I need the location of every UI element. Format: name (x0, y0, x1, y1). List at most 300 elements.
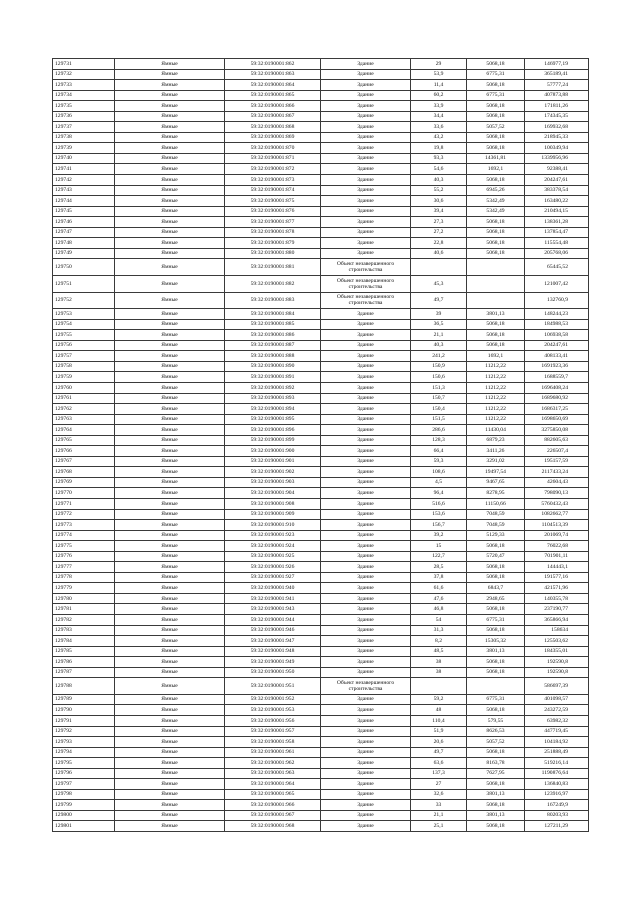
table-row (53, 467, 589, 478)
object-type-cell: Здание (321, 646, 411, 657)
row-number-cell: 129738 (53, 132, 115, 143)
value-cell: 201069,74 (525, 530, 589, 541)
area-cell: 150,9 (411, 361, 467, 372)
value-cell: 204247,61 (525, 175, 589, 186)
area-cell: 33 (411, 800, 467, 811)
cadastral-number-cell: 59:32:0190001:902 (225, 467, 321, 478)
value-cell: 127211,29 (525, 821, 589, 832)
table-row (53, 393, 589, 404)
row-number-cell: 129743 (53, 185, 115, 196)
value-cell: 115554,48 (525, 238, 589, 249)
area-cell: 20,6 (411, 737, 467, 748)
property-table (52, 58, 589, 832)
object-type-cell: Здание (321, 779, 411, 790)
locality-cell: Ямные (115, 175, 225, 186)
rate-cell: 11212,22 (467, 361, 525, 372)
locality-cell: Ямные (115, 716, 225, 727)
cadastral-number-cell: 59:32:0190001:869 (225, 132, 321, 143)
row-number-cell: 129790 (53, 705, 115, 716)
rate-cell: 8626,53 (467, 726, 525, 737)
table-row (53, 122, 589, 133)
table-row (53, 789, 589, 800)
locality-cell: Ямные (115, 259, 225, 276)
rate-cell: 1692,1 (467, 351, 525, 362)
area-cell: 15 (411, 541, 467, 552)
row-number-cell: 129800 (53, 810, 115, 821)
table-row (53, 132, 589, 143)
object-type-cell: Здание (321, 132, 411, 143)
area-cell: 25,1 (411, 821, 467, 832)
cadastral-number-cell: 59:32:0190001:901 (225, 456, 321, 467)
row-number-cell: 129769 (53, 477, 115, 488)
table-row (53, 435, 589, 446)
table-row (53, 488, 589, 499)
locality-cell: Ямные (115, 636, 225, 647)
table-row (53, 520, 589, 531)
area-cell: 28,5 (411, 562, 467, 573)
locality-cell: Ямные (115, 196, 225, 207)
object-type-cell: Здание (321, 477, 411, 488)
table-row (53, 509, 589, 520)
object-type-cell: Здание (321, 810, 411, 821)
cadastral-number-cell: 59:32:0190001:952 (225, 694, 321, 705)
rate-cell: 5068,18 (467, 217, 525, 228)
locality-cell: Ямные (115, 657, 225, 668)
locality-cell: Ямные (115, 705, 225, 716)
value-cell: 121007,42 (525, 275, 589, 292)
table-row (53, 309, 589, 320)
object-type-cell: Здание (321, 238, 411, 249)
cadastral-number-cell: 59:32:0190001:884 (225, 309, 321, 320)
table-row (53, 615, 589, 626)
area-cell: 63,6 (411, 758, 467, 769)
value-cell: 701901,11 (525, 551, 589, 562)
cadastral-number-cell: 59:32:0190001:878 (225, 227, 321, 238)
row-number-cell: 129798 (53, 789, 115, 800)
locality-cell: Ямные (115, 238, 225, 249)
object-type-cell: Здание (321, 361, 411, 372)
rate-cell (467, 259, 525, 276)
row-number-cell: 129761 (53, 393, 115, 404)
cadastral-number-cell: 59:32:0190001:947 (225, 636, 321, 647)
value-cell: 104184,92 (525, 737, 589, 748)
object-type-cell: Здание (321, 319, 411, 330)
row-number-cell: 129735 (53, 101, 115, 112)
cadastral-number-cell: 59:32:0190001:943 (225, 604, 321, 615)
locality-cell: Ямные (115, 509, 225, 520)
rate-cell: 5129,33 (467, 530, 525, 541)
value-cell: 140355,78 (525, 593, 589, 604)
cadastral-number-cell: 59:32:0190001:890 (225, 361, 321, 372)
value-cell: 192590,8 (525, 667, 589, 678)
locality-cell: Ямные (115, 435, 225, 446)
rate-cell: 11430,04 (467, 425, 525, 436)
locality-cell: Ямные (115, 737, 225, 748)
table-row (53, 383, 589, 394)
row-number-cell: 129747 (53, 227, 115, 238)
area-cell: 49,7 (411, 292, 467, 309)
locality-cell: Ямные (115, 393, 225, 404)
row-number-cell: 129762 (53, 404, 115, 415)
value-cell: 1689680,92 (525, 393, 589, 404)
row-number-cell: 129753 (53, 309, 115, 320)
row-number-cell: 129749 (53, 248, 115, 259)
area-cell: 66,4 (411, 446, 467, 457)
locality-cell: Ямные (115, 477, 225, 488)
object-type-cell: Здание (321, 122, 411, 133)
area-cell: 151,5 (411, 414, 467, 425)
rate-cell: 3801,13 (467, 810, 525, 821)
area-cell: 34,4 (411, 111, 467, 122)
object-type-cell: Здание (321, 90, 411, 101)
object-type-cell: Здание (321, 435, 411, 446)
value-cell: 137854,47 (525, 227, 589, 238)
value-cell: 100349,94 (525, 143, 589, 154)
value-cell: 383378,54 (525, 185, 589, 196)
rate-cell: 8163,78 (467, 758, 525, 769)
row-number-cell: 129784 (53, 636, 115, 647)
locality-cell: Ямные (115, 319, 225, 330)
value-cell: 1686317,25 (525, 404, 589, 415)
row-number-cell: 129773 (53, 520, 115, 531)
area-cell: 46,8 (411, 604, 467, 615)
object-type-cell: Здание (321, 625, 411, 636)
row-number-cell: 129759 (53, 372, 115, 383)
area-cell: 30,6 (411, 196, 467, 207)
area-cell: 38 (411, 657, 467, 668)
row-number-cell: 129755 (53, 330, 115, 341)
area-cell: 27,3 (411, 217, 467, 228)
row-number-cell: 129795 (53, 758, 115, 769)
area-cell: 8,2 (411, 636, 467, 647)
locality-cell: Ямные (115, 768, 225, 779)
cadastral-number-cell: 59:32:0190001:882 (225, 275, 321, 292)
value-cell: 365866,94 (525, 615, 589, 626)
cadastral-number-cell: 59:32:0190001:923 (225, 530, 321, 541)
locality-cell: Ямные (115, 541, 225, 552)
object-type-cell: Здание (321, 80, 411, 91)
rate-cell: 3411,26 (467, 446, 525, 457)
rate-cell: 5057,52 (467, 122, 525, 133)
cadastral-number-cell: 59:32:0190001:962 (225, 758, 321, 769)
area-cell: 150,6 (411, 372, 467, 383)
locality-cell: Ямные (115, 309, 225, 320)
row-number-cell: 129757 (53, 351, 115, 362)
area-cell: 21,1 (411, 330, 467, 341)
object-type-cell: Здание (321, 604, 411, 615)
table-row (53, 705, 589, 716)
value-cell: 195157,59 (525, 456, 589, 467)
value-cell: 106938,58 (525, 330, 589, 341)
value-cell: 3275850,08 (525, 425, 589, 436)
object-type-cell: Здание (321, 456, 411, 467)
value-cell: 1696408,24 (525, 383, 589, 394)
cadastral-number-cell: 59:32:0190001:926 (225, 562, 321, 573)
table-row (53, 248, 589, 259)
row-number-cell: 129786 (53, 657, 115, 668)
value-cell: 421571,96 (525, 583, 589, 594)
row-number-cell: 129744 (53, 196, 115, 207)
table-row (53, 593, 589, 604)
table-row (53, 351, 589, 362)
rate-cell: 5068,18 (467, 562, 525, 573)
area-cell: 153,6 (411, 509, 467, 520)
value-cell: 210494,15 (525, 206, 589, 217)
table-row (53, 551, 589, 562)
table-row (53, 737, 589, 748)
rate-cell: 5068,18 (467, 541, 525, 552)
rate-cell: 5068,18 (467, 59, 525, 70)
row-number-cell: 129780 (53, 593, 115, 604)
object-type-cell: Объект незавершенного строительства (321, 259, 411, 276)
value-cell: 125503,62 (525, 636, 589, 647)
table-body (53, 59, 589, 832)
cadastral-number-cell: 59:32:0190001:896 (225, 425, 321, 436)
object-type-cell: Здание (321, 716, 411, 727)
rate-cell: 5068,18 (467, 572, 525, 583)
row-number-cell: 129767 (53, 456, 115, 467)
area-cell: 38 (411, 667, 467, 678)
row-number-cell: 129760 (53, 383, 115, 394)
value-cell: 42604,43 (525, 477, 589, 488)
area-cell: 45,3 (411, 275, 467, 292)
rate-cell: 5068,18 (467, 340, 525, 351)
cadastral-number-cell: 59:32:0190001:968 (225, 821, 321, 832)
locality-cell: Ямные (115, 726, 225, 737)
locality-cell: Ямные (115, 456, 225, 467)
cadastral-number-cell: 59:32:0190001:888 (225, 351, 321, 362)
area-cell: 93,3 (411, 153, 467, 164)
cadastral-number-cell: 59:32:0190001:885 (225, 319, 321, 330)
area-cell: 36,5 (411, 319, 467, 330)
table-row (53, 372, 589, 383)
row-number-cell: 129801 (53, 821, 115, 832)
row-number-cell: 129758 (53, 361, 115, 372)
area-cell: 21,1 (411, 810, 467, 821)
row-number-cell: 129741 (53, 164, 115, 175)
locality-cell: Ямные (115, 59, 225, 70)
object-type-cell: Здание (321, 530, 411, 541)
locality-cell: Ямные (115, 583, 225, 594)
rate-cell: 5068,18 (467, 330, 525, 341)
row-number-cell: 129771 (53, 499, 115, 510)
area-cell: 54 (411, 615, 467, 626)
row-number-cell: 129789 (53, 694, 115, 705)
cadastral-number-cell: 59:32:0190001:875 (225, 196, 321, 207)
value-cell: 798090,13 (525, 488, 589, 499)
area-cell: 39,4 (411, 206, 467, 217)
object-type-cell: Здание (321, 583, 411, 594)
area-cell: 54,6 (411, 164, 467, 175)
cadastral-number-cell: 59:32:0190001:963 (225, 768, 321, 779)
area-cell: 47,6 (411, 593, 467, 604)
value-cell: 586697,39 (525, 678, 589, 695)
object-type-cell: Объект незавершенного строительства (321, 275, 411, 292)
cadastral-number-cell: 59:32:0190001:957 (225, 726, 321, 737)
rate-cell: 5068,18 (467, 821, 525, 832)
locality-cell: Ямные (115, 530, 225, 541)
rate-cell: 5068,18 (467, 604, 525, 615)
area-cell: 39,2 (411, 530, 467, 541)
table-row (53, 111, 589, 122)
rate-cell: 3801,13 (467, 646, 525, 657)
object-type-cell: Здание (321, 248, 411, 259)
table-row (53, 238, 589, 249)
rate-cell: 5068,18 (467, 132, 525, 143)
cadastral-number-cell: 59:32:0190001:949 (225, 657, 321, 668)
area-cell: 516,6 (411, 499, 467, 510)
rate-cell: 5342,49 (467, 196, 525, 207)
value-cell: 882605,63 (525, 435, 589, 446)
cadastral-number-cell: 59:32:0190001:895 (225, 414, 321, 425)
locality-cell: Ямные (115, 667, 225, 678)
row-number-cell: 129752 (53, 292, 115, 309)
rate-cell: 11212,22 (467, 414, 525, 425)
cadastral-number-cell: 59:32:0190001:887 (225, 340, 321, 351)
area-cell: 96,4 (411, 488, 467, 499)
locality-cell: Ямные (115, 425, 225, 436)
locality-cell: Ямные (115, 593, 225, 604)
value-cell: 63982,32 (525, 716, 589, 727)
cadastral-number-cell: 59:32:0190001:874 (225, 185, 321, 196)
rate-cell: 579,55 (467, 716, 525, 727)
locality-cell: Ямные (115, 101, 225, 112)
locality-cell: Ямные (115, 292, 225, 309)
area-cell: 32,6 (411, 789, 467, 800)
area-cell: 108,6 (411, 467, 467, 478)
table-row (53, 726, 589, 737)
rate-cell: 5068,18 (467, 238, 525, 249)
area-cell: 137,3 (411, 768, 467, 779)
locality-cell: Ямные (115, 69, 225, 80)
object-type-cell: Здание (321, 572, 411, 583)
row-number-cell: 129785 (53, 646, 115, 657)
area-cell: 40,3 (411, 340, 467, 351)
object-type-cell: Здание (321, 309, 411, 320)
object-type-cell: Здание (321, 143, 411, 154)
table-row (53, 678, 589, 695)
value-cell: 191577,16 (525, 572, 589, 583)
locality-cell: Ямные (115, 625, 225, 636)
value-cell: 76022,68 (525, 541, 589, 552)
area-cell: 110,4 (411, 716, 467, 727)
table-row (53, 330, 589, 341)
cadastral-number-cell: 59:32:0190001:908 (225, 499, 321, 510)
area-cell: 51,9 (411, 726, 467, 737)
row-number-cell: 129736 (53, 111, 115, 122)
rate-cell: 5068,18 (467, 227, 525, 238)
object-type-cell: Здание (321, 747, 411, 758)
area-cell: 128,3 (411, 435, 467, 446)
table-row (53, 541, 589, 552)
value-cell: 163480,22 (525, 196, 589, 207)
area-cell: 59,3 (411, 456, 467, 467)
value-cell: 1688559,7 (525, 372, 589, 383)
cadastral-number-cell: 59:32:0190001:904 (225, 488, 321, 499)
table-row (53, 758, 589, 769)
area-cell: 55,2 (411, 185, 467, 196)
value-cell: 447719,45 (525, 726, 589, 737)
rate-cell: 6879,23 (467, 435, 525, 446)
table-row (53, 185, 589, 196)
object-type-cell: Здание (321, 499, 411, 510)
area-cell: 33,6 (411, 122, 467, 133)
row-number-cell: 129742 (53, 175, 115, 186)
value-cell: 1698650,69 (525, 414, 589, 425)
value-cell: 1082662,77 (525, 509, 589, 520)
object-type-cell: Здание (321, 467, 411, 478)
value-cell: 167249,9 (525, 800, 589, 811)
object-type-cell: Здание (321, 351, 411, 362)
area-cell: 151,3 (411, 383, 467, 394)
rate-cell: 14361,81 (467, 153, 525, 164)
value-cell: 218945,33 (525, 132, 589, 143)
area-cell: 48 (411, 705, 467, 716)
table-row (53, 69, 589, 80)
table-row (53, 572, 589, 583)
locality-cell: Ямные (115, 779, 225, 790)
locality-cell: Ямные (115, 132, 225, 143)
cadastral-number-cell: 59:32:0190001:925 (225, 551, 321, 562)
rate-cell: 5068,18 (467, 175, 525, 186)
object-type-cell: Здание (321, 227, 411, 238)
value-cell: 192590,8 (525, 657, 589, 668)
rate-cell: 11212,22 (467, 393, 525, 404)
cadastral-number-cell: 59:32:0190001:944 (225, 615, 321, 626)
object-type-cell: Здание (321, 217, 411, 228)
value-cell: 243272,59 (525, 705, 589, 716)
row-number-cell: 129748 (53, 238, 115, 249)
table-row (53, 59, 589, 70)
table-row (53, 425, 589, 436)
value-cell: 408133,41 (525, 351, 589, 362)
area-cell: 31,3 (411, 625, 467, 636)
cadastral-number-cell: 59:32:0190001:948 (225, 646, 321, 657)
cadastral-number-cell: 59:32:0190001:864 (225, 80, 321, 91)
cadastral-number-cell: 59:32:0190001:883 (225, 292, 321, 309)
table-row (53, 446, 589, 457)
value-cell: 365189,41 (525, 69, 589, 80)
row-number-cell: 129733 (53, 80, 115, 91)
table-row (53, 604, 589, 615)
table-row (53, 821, 589, 832)
locality-cell: Ямные (115, 330, 225, 341)
locality-cell: Ямные (115, 206, 225, 217)
object-type-cell: Здание (321, 636, 411, 647)
rate-cell: 5068,18 (467, 101, 525, 112)
locality-cell: Ямные (115, 678, 225, 695)
area-cell: 150,4 (411, 404, 467, 415)
value-cell: 80203,93 (525, 810, 589, 821)
rate-cell: 2948,65 (467, 593, 525, 604)
cadastral-number-cell: 59:32:0190001:876 (225, 206, 321, 217)
row-number-cell: 129734 (53, 90, 115, 101)
row-number-cell: 129766 (53, 446, 115, 457)
table-row (53, 259, 589, 276)
cadastral-number-cell: 59:32:0190001:958 (225, 737, 321, 748)
row-number-cell: 129777 (53, 562, 115, 573)
value-cell: 65445,52 (525, 259, 589, 276)
area-cell: 156,7 (411, 520, 467, 531)
object-type-cell: Здание (321, 705, 411, 716)
cadastral-number-cell: 59:32:0190001:877 (225, 217, 321, 228)
rate-cell: 8278,95 (467, 488, 525, 499)
cadastral-number-cell: 59:32:0190001:953 (225, 705, 321, 716)
table-row (53, 196, 589, 207)
table-row (53, 779, 589, 790)
rate-cell: 5068,18 (467, 143, 525, 154)
value-cell: 169932,68 (525, 122, 589, 133)
